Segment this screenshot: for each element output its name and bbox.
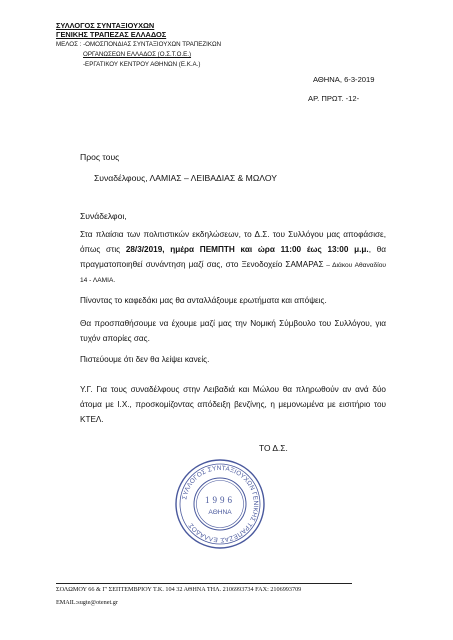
paragraph-meeting <box>80 228 386 289</box>
paragraph-coffee: Πίνοντας το καφεδάκι μας θα ανταλλάξουμε ερωτήματα και απόψεις. <box>80 296 327 305</box>
stamp-city: ΑΘΗΝΑ <box>208 509 232 516</box>
bank-name: ΓΕΝΙΚΗΣ ΤΡΑΠΕΖΑΣ ΕΛΛΑΔΟΣ <box>56 30 167 39</box>
paragraph-meeting-start: Στα πλαίσια των πολιτιστικών εκδηλώσεων, το Δ.Σ. του Συλλόγου μας αποφάσισε, όπως στις <box>80 230 386 254</box>
signature: ΤΟ Δ.Σ. <box>259 443 288 453</box>
footer-email: EMAIL:sugte@otenet.gr <box>56 599 118 606</box>
footer-divider <box>56 583 352 584</box>
letter-date: ΑΘΗΝΑ, 6-3-2019 <box>313 75 375 84</box>
membership-line-1: ΜΕΛΟΣ : -ΟΜΟΣΠΟΝΔΙΑΣ ΣΥΝΤΑΞΙΟΥΧΩΝ ΤΡΑΠΕΖΙΚΩΝ <box>56 41 222 48</box>
recipients: Συναδέλφους, ΛΑΜΙΑΣ – ΛΕΙΒΑΔΙΑΣ & ΜΩΛΟΥ <box>94 173 277 183</box>
paragraph-attendance: Πιστεύουμε ότι δεν θα λείψει κανείς. <box>80 355 210 364</box>
membership-line-2: ΟΡΓΑΝΩΣΕΩΝ ΕΛΛΑΔΟΣ (Ο.Σ.Τ.Ο.Ε.) <box>83 51 192 58</box>
paragraph-legal-advisor: Θα προσπαθήσουμε να έχουμε μαζί μας την Νομική Σύμβουλο του Συλλόγου, για τυχόν απορίες σας. <box>80 319 386 343</box>
addressee-heading: Προς τους <box>80 152 120 162</box>
meeting-datetime: 28/3/2019, ημέρα ΠΕΜΠΤΗ και ώρα 11:00 έως 13:00 μ.μ. <box>125 244 369 254</box>
stamp-ring-text: ΣΥΛΛΟΓΟΣ ΣΥΝΤΑΞΙΟΥΧΩΝ ΓΕΝΙΚΗΣ ΤΡΑΠΕΖΑΣ ΕΛΛΑΔΟΣ <box>181 464 260 544</box>
stamp-year: 1996 <box>205 495 235 505</box>
membership-line-3: -ΕΡΓΑΤΙΚΟΥ ΚΕΝΤΡΟΥ ΑΘΗΝΩΝ (Ε.Κ.Α.) <box>83 61 201 68</box>
venue-address: – Διάκου Αθαναδίου 14 - ΛΑΜΙΑ. <box>80 261 386 285</box>
greeting: Συνάδελφοι, <box>80 211 127 221</box>
org-name: ΣΥΛΛΟΓΟΣ ΣΥΝΤΑΞΙΟΥΧΩΝ <box>56 21 155 30</box>
footer-address: ΣΟΛΩΜΟΥ 66 & Γ' ΣΕΠΤΕΜΒΡΙΟΥ Τ.Κ. 104 32 ΑΘΗΝΑ ΤΗΛ. 2106993734 FAX: 2106993709 <box>56 586 302 593</box>
paragraph-meeting-venue: , θα πραγματοποιηθεί συνάντηση μαζί σας, στο Ξενοδοχείο ΣΑΜΑΡΑΣ <box>80 244 386 269</box>
protocol-number: ΑΡ. ΠΡΩΤ. -12- <box>308 94 360 103</box>
association-stamp <box>173 457 267 551</box>
paragraph-postscript: Υ.Γ. Για τους συναδέλφους στην Λειβαδιά και Μώλου θα πληρωθούν αν ανά δύο άτομα με Ι.Χ., προσκομίζοντας απόδειξη βενζίνης, η μεμονωμένα με εισιτήριο του ΚΤΕΛ. <box>80 385 386 424</box>
